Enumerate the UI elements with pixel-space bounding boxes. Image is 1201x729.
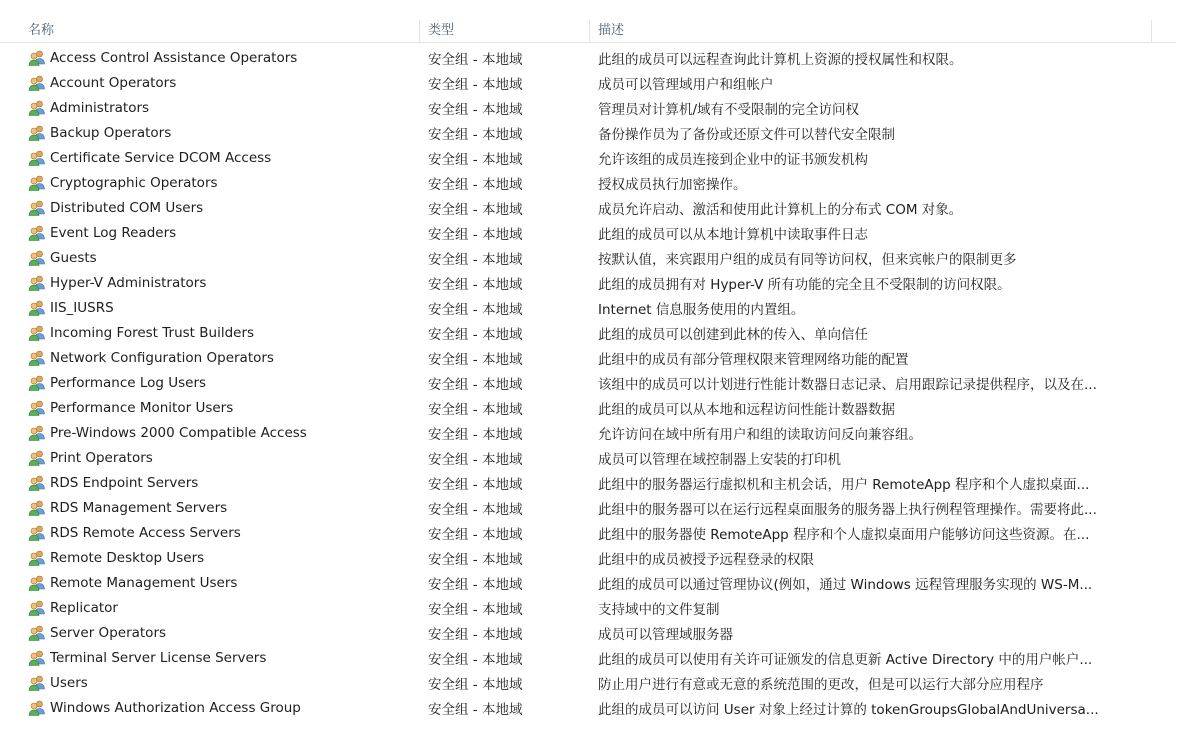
security-group-icon [28, 525, 46, 541]
security-group-icon [28, 700, 46, 716]
group-name: RDS Management Servers [50, 499, 228, 516]
name-cell [0, 250, 420, 266]
column-header-filler [1152, 20, 1176, 42]
name-cell [0, 675, 420, 691]
group-description: 此组中的服务器可以在运行远程桌面服务的服务器上执行例程管理操作。需要将此... [598, 501, 1097, 518]
security-group-icon [28, 75, 46, 91]
group-type: 安全组 - 本地域 [428, 76, 523, 93]
group-type: 安全组 - 本地域 [428, 576, 523, 593]
security-group-icon [28, 275, 46, 291]
name-cell [0, 75, 420, 91]
group-type: 安全组 - 本地域 [428, 151, 523, 168]
group-name: Hyper-V Administrators [50, 274, 207, 291]
group-name: Account Operators [50, 74, 177, 91]
list-item[interactable] [0, 620, 1176, 645]
group-description: 允许该组的成员连接到企业中的证书颁发机构 [598, 151, 868, 168]
group-description: 成员可以管理域用户和组帐户 [598, 76, 774, 93]
name-cell [0, 375, 420, 391]
group-name: Replicator [50, 599, 118, 616]
name-cell [0, 575, 420, 591]
group-type: 安全组 - 本地域 [428, 101, 523, 118]
group-name: Administrators [50, 99, 150, 116]
group-description: 该组中的成员可以计划进行性能计数器日志记录、启用跟踪记录提供程序，以及在... [598, 376, 1097, 393]
name-cell [0, 275, 420, 291]
group-name: Server Operators [50, 624, 167, 641]
security-group-icon [28, 575, 46, 591]
group-name: Windows Authorization Access Group [50, 699, 301, 716]
list-item[interactable] [0, 670, 1176, 695]
security-group-icon [28, 375, 46, 391]
list-item[interactable] [0, 270, 1176, 295]
group-description: 此组的成员可以从本地计算机中读取事件日志 [598, 226, 868, 243]
name-cell [0, 475, 420, 491]
group-type: 安全组 - 本地域 [428, 326, 523, 343]
group-type: 安全组 - 本地域 [428, 276, 523, 293]
group-type: 安全组 - 本地域 [428, 401, 523, 418]
name-cell [0, 325, 420, 341]
group-description: 此组的成员可以创建到此林的传入、单向信任 [598, 326, 868, 343]
group-type: 安全组 - 本地域 [428, 701, 523, 718]
group-name: Performance Log Users [50, 374, 207, 391]
group-description: 允许访问在域中所有用户和组的读取访问反向兼容组。 [598, 426, 922, 443]
group-description: Internet 信息服务使用的内置组。 [598, 301, 805, 318]
list-item[interactable] [0, 545, 1176, 570]
name-cell [0, 650, 420, 666]
list-item[interactable] [0, 295, 1176, 320]
security-group-icon [28, 225, 46, 241]
group-type: 安全组 - 本地域 [428, 626, 523, 643]
column-header-name[interactable]: 名称 [0, 20, 420, 42]
group-description: 按默认值，来宾跟用户组的成员有同等访问权，但来宾帐户的限制更多 [598, 251, 1017, 268]
group-type: 安全组 - 本地域 [428, 351, 523, 368]
name-cell [0, 225, 420, 241]
name-cell [0, 100, 420, 116]
name-cell [0, 700, 420, 716]
group-name: Remote Management Users [50, 574, 238, 591]
security-group-icon [28, 625, 46, 641]
security-group-icon [28, 675, 46, 691]
group-description: 此组的成员可以从本地和远程访问性能计数器数据 [598, 401, 895, 418]
group-description: 此组的成员可以访问 User 对象上经过计算的 tokenGroupsGlobalAndUniversa... [598, 701, 1099, 718]
group-name: Certificate Service DCOM Access [50, 149, 272, 166]
list-item[interactable] [0, 595, 1176, 620]
group-name: Pre-Windows 2000 Compatible Access [50, 424, 307, 441]
group-name: Incoming Forest Trust Builders [50, 324, 255, 341]
security-group-icon [28, 350, 46, 366]
list-item[interactable] [0, 320, 1176, 345]
name-cell [0, 150, 420, 166]
group-name: RDS Endpoint Servers [50, 474, 199, 491]
name-cell [0, 600, 420, 616]
group-description: 防止用户进行有意或无意的系统范围的更改，但是可以运行大部分应用程序 [598, 676, 1044, 693]
security-group-icon [28, 650, 46, 666]
security-group-icon [28, 100, 46, 116]
security-group-icon [28, 500, 46, 516]
name-cell [0, 450, 420, 466]
name-cell [0, 125, 420, 141]
name-cell [0, 550, 420, 566]
group-type: 安全组 - 本地域 [428, 51, 523, 68]
group-description: 此组中的服务器运行虚拟机和主机会话，用户 RemoteApp 程序和个人虚拟桌面... [598, 476, 1090, 493]
group-name: Distributed COM Users [50, 199, 204, 216]
group-name: Cryptographic Operators [50, 174, 218, 191]
group-type: 安全组 - 本地域 [428, 251, 523, 268]
group-name: Remote Desktop Users [50, 549, 205, 566]
group-description: 此组中的成员有部分管理权限来管理网络功能的配置 [598, 351, 909, 368]
list-item[interactable] [0, 345, 1176, 370]
list-item[interactable] [0, 120, 1176, 145]
security-group-icon [28, 175, 46, 191]
group-name: Event Log Readers [50, 224, 177, 241]
group-type: 安全组 - 本地域 [428, 126, 523, 143]
group-type: 安全组 - 本地域 [428, 551, 523, 568]
group-name: Users [50, 674, 88, 691]
group-description: 管理员对计算机/域有不受限制的完全访问权 [598, 101, 860, 118]
group-description: 此组的成员拥有对 Hyper-V 所有功能的完全且不受限制的访问权限。 [598, 276, 1011, 293]
list-item[interactable] [0, 195, 1176, 220]
name-cell [0, 200, 420, 216]
group-description: 成员可以管理域服务器 [598, 626, 733, 643]
group-description: 备份操作员为了备份或还原文件可以替代安全限制 [598, 126, 895, 143]
security-group-icon [28, 200, 46, 216]
list-item[interactable] [0, 170, 1176, 195]
security-group-icon [28, 550, 46, 566]
list-item[interactable] [0, 695, 1176, 720]
security-group-icon [28, 600, 46, 616]
list-header [0, 20, 1176, 43]
group-type: 安全组 - 本地域 [428, 526, 523, 543]
list-item[interactable] [0, 70, 1176, 95]
group-name: IIS_IUSRS [50, 299, 114, 316]
group-type: 安全组 - 本地域 [428, 426, 523, 443]
group-name: Performance Monitor Users [50, 399, 234, 416]
name-cell [0, 300, 420, 316]
name-cell [0, 425, 420, 441]
security-group-icon [28, 50, 46, 66]
group-type: 安全组 - 本地域 [428, 226, 523, 243]
group-type: 安全组 - 本地域 [428, 376, 523, 393]
security-group-icon [28, 425, 46, 441]
security-group-icon [28, 300, 46, 316]
list-item[interactable] [0, 445, 1176, 470]
security-group-icon [28, 150, 46, 166]
group-type: 安全组 - 本地域 [428, 651, 523, 668]
list-item[interactable] [0, 570, 1176, 595]
group-description: 此组的成员可以远程查询此计算机上资源的授权属性和权限。 [598, 51, 963, 68]
group-type: 安全组 - 本地域 [428, 676, 523, 693]
list-item[interactable] [0, 470, 1176, 495]
security-group-icon [28, 325, 46, 341]
list-item[interactable] [0, 420, 1176, 445]
security-group-icon [28, 125, 46, 141]
group-name: Network Configuration Operators [50, 349, 274, 366]
column-header-type[interactable]: 类型 [420, 20, 590, 42]
group-type: 安全组 - 本地域 [428, 176, 523, 193]
group-type: 安全组 - 本地域 [428, 601, 523, 618]
name-cell [0, 400, 420, 416]
group-name: Backup Operators [50, 124, 172, 141]
list-item[interactable] [0, 145, 1176, 170]
group-description: 此组的成员可以使用有关许可证颁发的信息更新 Active Directory 中的用户帐户... [598, 651, 1093, 668]
name-cell [0, 50, 420, 66]
group-description: 授权成员执行加密操作。 [598, 176, 747, 193]
list-item[interactable] [0, 645, 1176, 670]
group-description: 此组的成员可以通过管理协议(例如，通过 Windows 远程管理服务实现的 WS-M... [598, 576, 1093, 593]
column-header-description[interactable]: 描述 [590, 20, 1152, 42]
group-type: 安全组 - 本地域 [428, 501, 523, 518]
group-name: Print Operators [50, 449, 153, 466]
group-description: 成员允许启动、激活和使用此计算机上的分布式 COM 对象。 [598, 201, 963, 218]
list-item[interactable] [0, 245, 1176, 270]
name-cell [0, 500, 420, 516]
security-group-icon [28, 250, 46, 266]
name-cell [0, 350, 420, 366]
list-item[interactable] [0, 495, 1176, 520]
group-description: 支持域中的文件复制 [598, 601, 720, 618]
group-type: 安全组 - 本地域 [428, 476, 523, 493]
group-name: Terminal Server License Servers [50, 649, 267, 666]
group-name: Guests [50, 249, 97, 266]
list-item[interactable] [0, 220, 1176, 245]
group-name: RDS Remote Access Servers [50, 524, 241, 541]
list-body [0, 45, 1176, 720]
group-description: 此组中的服务器使 RemoteApp 程序和个人虚拟桌面用户能够访问这些资源。在... [598, 526, 1090, 543]
list-item[interactable] [0, 370, 1176, 395]
list-item[interactable] [0, 95, 1176, 120]
name-cell [0, 625, 420, 641]
list-item[interactable] [0, 395, 1176, 420]
name-cell [0, 175, 420, 191]
security-group-icon [28, 400, 46, 416]
list-item[interactable] [0, 45, 1176, 70]
name-cell [0, 525, 420, 541]
security-group-icon [28, 450, 46, 466]
group-type: 安全组 - 本地域 [428, 201, 523, 218]
list-item[interactable] [0, 520, 1176, 545]
group-description: 成员可以管理在域控制器上安装的打印机 [598, 451, 841, 468]
group-description: 此组中的成员被授予远程登录的权限 [598, 551, 814, 568]
security-group-icon [28, 475, 46, 491]
group-name: Access Control Assistance Operators [50, 49, 298, 66]
group-type: 安全组 - 本地域 [428, 301, 523, 318]
group-type: 安全组 - 本地域 [428, 451, 523, 468]
